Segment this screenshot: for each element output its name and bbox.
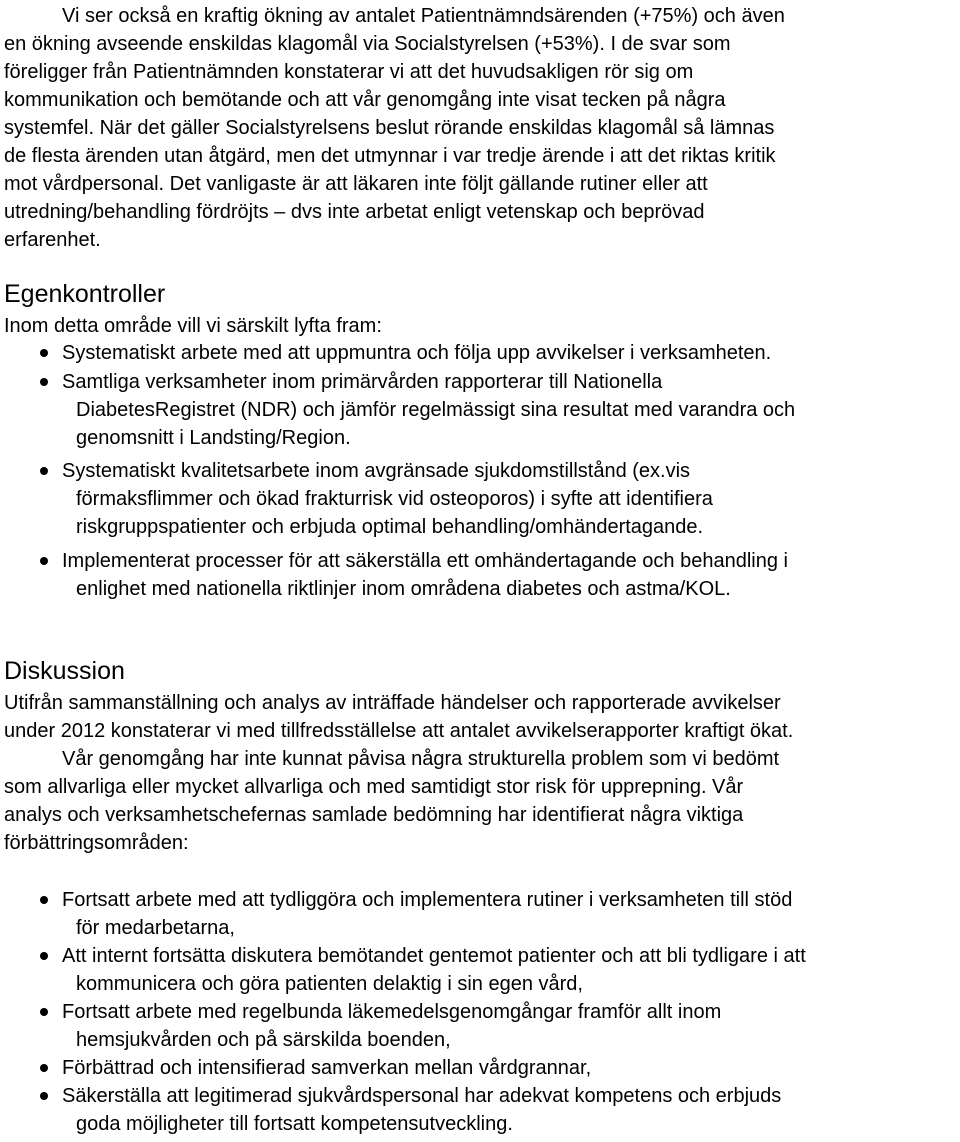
list-item-text: Förbättrad och intensifierad samverkan mellan vårdgrannar, xyxy=(62,1057,592,1079)
list-item-text: hemsjukvården och på särskilda boenden, xyxy=(76,1029,451,1051)
list-item-text: för medarbetarna, xyxy=(76,917,235,939)
bullet-icon xyxy=(40,952,48,960)
list-item-text: genomsnitt i Landsting/Region. xyxy=(76,427,351,449)
list-item-text: Implementerat processer för att säkerställa ett omhändertagande och behandling i xyxy=(62,550,788,572)
list-item-text: riskgruppspatienter och erbjuda optimal behandling/omhändertagande. xyxy=(76,516,704,538)
list-item-text: Fortsatt arbete med regelbunda läkemedelsgenomgångar framför allt inom xyxy=(62,1001,722,1023)
bullet-icon xyxy=(40,1092,48,1100)
paragraph-line: erfarenhet. xyxy=(4,229,101,251)
list-item-text: Systematiskt arbete med att uppmuntra och följa upp avvikelser i verksamheten. xyxy=(62,342,772,364)
list-item-text: enlighet med nationella riktlinjer inom områdena diabetes och astma/KOL. xyxy=(76,578,731,600)
paragraph-line: föreligger från Patientnämnden konstaterar vi att det huvudsakligen rör sig om xyxy=(4,61,694,83)
bullet-icon xyxy=(40,349,48,357)
paragraph-line: en ökning avseende enskildas klagomål via Socialstyrelsen (+53%). I de svar som xyxy=(4,33,731,55)
paragraph-line: Utifrån sammanställning och analys av inträffade händelser och rapporterade avvikelser xyxy=(4,692,781,714)
paragraph-line: Vår genomgång har inte kunnat påvisa några strukturella problem som vi bedömt xyxy=(62,748,780,770)
paragraph-line: förbättringsområden: xyxy=(4,832,189,854)
list-item-text: DiabetesRegistret (NDR) och jämför regelmässigt sina resultat med varandra och xyxy=(76,399,796,421)
bullet-icon xyxy=(40,467,48,475)
list-item-text: Systematiskt kvalitetsarbete inom avgränsade sjukdomstillstånd (ex.vis xyxy=(62,460,691,482)
list-item-text: kommunicera och göra patienten delaktig i sin egen vård, xyxy=(76,973,583,995)
list-item-text: Samtliga verksamheter inom primärvården rapporterar till Nationella xyxy=(62,371,663,393)
bullet-icon xyxy=(40,896,48,904)
paragraph-line: Vi ser också en kraftig ökning av antalet Patientnämndsärenden (+75%) och även xyxy=(62,5,785,27)
paragraph-line: analys och verksamhetschefernas samlade bedömning har identifierat några viktiga xyxy=(4,804,744,826)
bullet-icon xyxy=(40,1008,48,1016)
paragraph-line: mot vårdpersonal. Det vanligaste är att läkaren inte följt gällande rutiner eller att xyxy=(4,173,708,195)
bullet-icon xyxy=(40,378,48,386)
section-heading: Diskussion xyxy=(4,657,125,685)
paragraph-line: systemfel. När det gäller Socialstyrelsens beslut rörande enskildas klagomål så lämnas xyxy=(4,117,775,139)
bullet-icon xyxy=(40,1064,48,1072)
section-intro: Inom detta område vill vi särskilt lyfta fram: xyxy=(4,315,382,337)
paragraph-line: de flesta ärenden utan åtgärd, men det utmynnar i var tredje ärende i att det riktas kritik xyxy=(4,145,776,167)
paragraph-line: kommunikation och bemötande och att vår genomgång inte visat tecken på några xyxy=(4,89,726,111)
list-item-text: förmaksflimmer och ökad frakturrisk vid osteoporos) i syfte att identifiera xyxy=(76,488,713,510)
list-item-text: Säkerställa att legitimerad sjukvårdspersonal har adekvat kompetens och erbjuds xyxy=(62,1085,782,1107)
paragraph-line: under 2012 konstaterar vi med tillfredsställelse att antalet avvikelserapporter kraftigt ökat. xyxy=(4,720,794,742)
list-item-text: goda möjligheter till fortsatt kompetensutveckling. xyxy=(76,1113,513,1135)
bullet-icon xyxy=(40,557,48,565)
list-item-text: Att internt fortsätta diskutera bemötandet gentemot patienter och att bli tydligare i att xyxy=(62,945,806,967)
list-item-text: Fortsatt arbete med att tydliggöra och implementera rutiner i verksamheten till stöd xyxy=(62,889,793,911)
paragraph-line: som allvarliga eller mycket allvarliga och med samtidigt stor risk för upprepning. Vår xyxy=(4,776,744,798)
section-heading: Egenkontroller xyxy=(4,280,166,308)
paragraph-line: utredning/behandling fördröjts – dvs inte arbetat enligt vetenskap och beprövad xyxy=(4,201,705,223)
